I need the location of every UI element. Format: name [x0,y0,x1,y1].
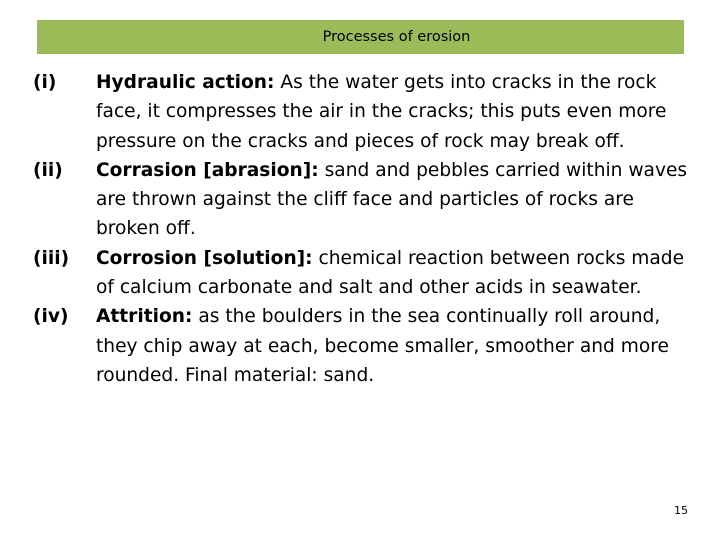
item-number: (iii) [33,247,70,269]
item-number: (ii) [33,159,63,181]
item-body [96,68,703,156]
page-number: 15 [674,504,688,517]
item-body [96,302,703,390]
item-text: As the water gets into cracks in the rock face, it compresses the air in the cracks; this puts even more pressure on the cracks and pieces of rock may break off. [96,72,667,152]
item-text: chemical reaction between rocks made of calcium carbonate and salt and other acids in seawater. [96,247,685,299]
list-item-hydraulic-action [33,68,703,156]
item-body [96,156,703,244]
item-text: as the boulders in the sea continually roll around, they chip away at each, become smaller, smoother and more rounded. Final material: sand. [96,306,669,386]
erosion-process-list [33,68,703,390]
item-term: Attrition: [96,306,193,328]
item-term: Corrasion [abrasion]: [96,159,319,181]
item-number: (i) [33,72,57,93]
title-bar [37,20,684,54]
item-term: Hydraulic action: [96,72,275,93]
item-number: (iv) [33,306,69,328]
item-term: Corrosion [solution]: [96,247,313,269]
list-item-attrition [33,302,703,390]
list-item-corrosion [33,244,703,303]
slide-title: Processes of erosion [322,29,471,45]
item-text: sand and pebbles carried within waves are thrown against the cliff face and particles of rocks are broken off. [96,159,688,240]
item-body [96,244,703,303]
list-item-corrasion [33,156,703,244]
